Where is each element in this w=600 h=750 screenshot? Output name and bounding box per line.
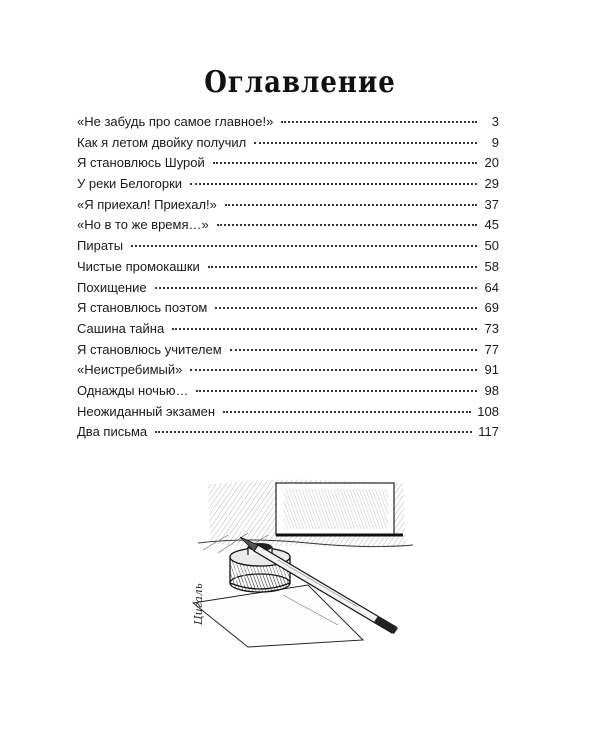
dot-leader <box>230 348 477 351</box>
toc-entry-title: Однажды ночью… <box>77 382 189 398</box>
toc-entry[interactable] <box>77 298 499 319</box>
toc-entry-page: 29 <box>484 176 499 192</box>
dot-leader <box>225 203 477 206</box>
toc-entry-title: «Не забудь про самое главное!» <box>77 114 274 129</box>
toc-entry-title: Неожиданный экзамен <box>77 403 216 419</box>
toc-entry[interactable] <box>77 422 499 443</box>
toc-entry[interactable] <box>77 340 499 361</box>
toc-entry-title: Два письма <box>77 424 148 440</box>
dot-leader <box>215 306 477 309</box>
toc-entry[interactable] <box>77 360 499 381</box>
toc-entry[interactable] <box>77 174 499 195</box>
dot-leader <box>190 182 477 185</box>
dot-leader <box>217 223 477 226</box>
toc-entry-title: «Неистребимый» <box>77 362 183 378</box>
dot-leader <box>208 265 477 268</box>
toc-entry-page: 20 <box>484 155 499 171</box>
dot-leader <box>190 368 477 371</box>
toc-entry[interactable] <box>77 257 499 278</box>
dot-leader <box>213 161 477 164</box>
toc-entry-page: 108 <box>477 403 499 419</box>
toc-entry-page: 9 <box>491 134 499 150</box>
background-shading <box>198 480 413 555</box>
page-title: Оглавление <box>204 65 396 101</box>
dot-leader <box>172 327 477 330</box>
toc-entry[interactable] <box>77 153 499 174</box>
dot-leader <box>196 389 477 392</box>
dot-leader <box>155 430 472 433</box>
toc-entry-page: 64 <box>484 279 499 295</box>
artist-signature: Цигаль <box>192 583 205 625</box>
toc-entry-page: 3 <box>491 114 499 129</box>
toc-entry[interactable] <box>77 236 499 257</box>
toc-entry-title: Похищение <box>77 279 147 295</box>
toc-entry[interactable] <box>77 402 499 423</box>
toc-entry[interactable] <box>77 112 499 133</box>
toc-entry-page: 77 <box>484 341 499 357</box>
toc-entry-page: 117 <box>478 424 499 440</box>
toc-entry-title: У реки Белогорки <box>77 176 183 192</box>
toc-entry-title: Пираты <box>77 238 124 254</box>
inkwell-pen-illustration <box>188 475 418 650</box>
toc-entry[interactable] <box>77 381 499 402</box>
toc-entry-title: «Но в то же время…» <box>77 217 209 233</box>
toc-entry-page: 37 <box>484 196 499 212</box>
toc-entry-page: 73 <box>484 320 499 336</box>
toc-entry[interactable] <box>77 195 499 216</box>
toc-entry-page: 58 <box>484 258 499 274</box>
toc-entry-title: «Я приехал! Приехал!» <box>77 196 217 212</box>
toc-entry-page: 98 <box>484 382 499 398</box>
toc-entry-page: 91 <box>484 362 499 378</box>
toc-entry[interactable] <box>77 133 499 154</box>
toc-entry[interactable] <box>77 278 499 299</box>
toc-entry-page: 45 <box>484 217 499 233</box>
dot-leader <box>223 410 471 413</box>
dot-leader <box>155 286 477 289</box>
dot-leader <box>254 141 477 144</box>
toc-entry-page: 69 <box>484 300 499 316</box>
toc-entry-title: Сашина тайна <box>77 320 165 336</box>
toc-entry-title: Как я летом двойку получил <box>77 134 247 150</box>
toc-entry-title: Я становлюсь поэтом <box>77 300 208 316</box>
dot-leader <box>131 244 477 247</box>
toc-entry[interactable] <box>77 215 499 236</box>
toc-entry-title: Я становлюсь Шурой <box>77 155 205 171</box>
toc-entry-page: 50 <box>484 238 499 254</box>
table-of-contents <box>77 112 499 443</box>
toc-entry-title: Чистые промокашки <box>77 258 200 274</box>
toc-entry-title: Я становлюсь учителем <box>77 341 222 357</box>
toc-entry[interactable] <box>77 319 499 340</box>
dot-leader <box>281 120 477 123</box>
